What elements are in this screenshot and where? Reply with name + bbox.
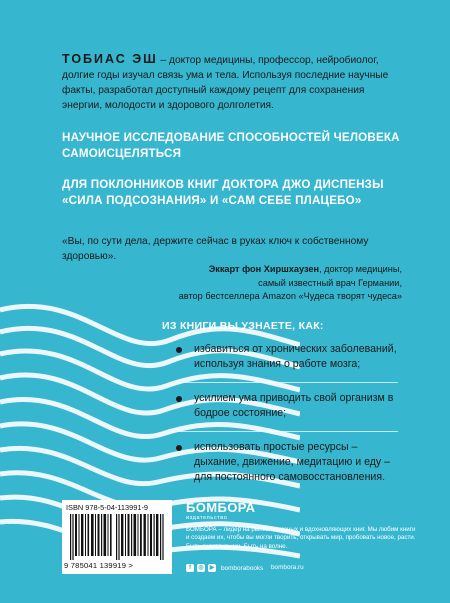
bullet-dot-icon bbox=[176, 396, 182, 402]
barcode-block bbox=[62, 500, 172, 574]
publisher-description: БОМБОРА – лидер на рынке полезных и вдохновляющих книг. Мы любим книги и создаем их, чтобы вы могли творить, открывать мир, пробовать новое, расти. Быть счастливыми. Быть на волне. bbox=[186, 526, 416, 550]
author-bio bbox=[62, 52, 392, 113]
endorser-role-2: самый известный врач Германии, bbox=[258, 277, 402, 288]
learn-list bbox=[176, 342, 398, 503]
endorser-role-3: автор бестселлера Amazon «Чудеса творят чудеса» bbox=[178, 291, 402, 301]
isbn-label: ISBN 978-5-04-113991-9 bbox=[66, 503, 149, 512]
publisher-website: bombora.ru bbox=[271, 564, 304, 571]
social-links bbox=[186, 563, 263, 573]
endorser-role-1: , доктор медицины, bbox=[319, 264, 402, 274]
publisher-logo: БОМБОРА bbox=[186, 500, 256, 515]
bullet-dot-icon bbox=[176, 445, 182, 451]
publisher-social-handle: bomborabooks bbox=[221, 564, 264, 572]
endorser-name: Эккарт фон Хиршхаузен bbox=[208, 264, 320, 274]
social-icon-2: ◎ bbox=[198, 565, 204, 571]
barcode-icon bbox=[70, 514, 166, 560]
headline-dispenza-fans: ДЛЯ ПОКЛОННИКОВ КНИГ ДОКТОРА ДЖО ДИСПЕНЗЫ «СИЛА ПОДСОЗНАНИЯ» И «САМ СЕБЕ ПЛАЦЕБО» bbox=[62, 178, 384, 207]
author-bio-text: – доктор медицины, профессор, нейробиолог, долгие годы изучал связь ума и тела. Используя последние научные факты, разработал доступный каждому рецепт для сохранения энергии, молодости и здорового долголетия. bbox=[62, 55, 389, 111]
list-item: избавиться от хронических заболеваний, используя знания о работе мозга; bbox=[176, 342, 398, 383]
publisher-logo-subtitle: издательство bbox=[186, 515, 228, 521]
author-name: ТОБИАС ЭШ bbox=[62, 52, 158, 66]
bullet-dot-icon bbox=[176, 347, 182, 353]
list-item: использовать простые ресурсы – дыхание, движение, медитацию и еду – для постоянного самовосстановления. bbox=[176, 440, 398, 495]
learn-section-title: ИЗ КНИГИ ВЫ УЗНАЕТЕ, КАК: bbox=[162, 320, 324, 332]
endorsement-attribution bbox=[142, 263, 402, 304]
social-icon-3: ▶ bbox=[209, 565, 215, 571]
headline-self-healing: НАУЧНОЕ ИССЛЕДОВАНИЕ СПОСОБНОСТЕЙ ЧЕЛОВЕКА САМОИСЦЕЛЯТЬСЯ bbox=[62, 131, 400, 160]
endorsement-quote: «Вы, по сути дела, держите сейчас в руках ключ к собственному здоровью». bbox=[62, 236, 369, 262]
list-item: усилием ума приводить свой организм в бодрое состояние; bbox=[176, 391, 398, 432]
barcode-number: 9 785041 139919 > bbox=[64, 561, 134, 570]
social-icon-1: f bbox=[186, 564, 194, 572]
